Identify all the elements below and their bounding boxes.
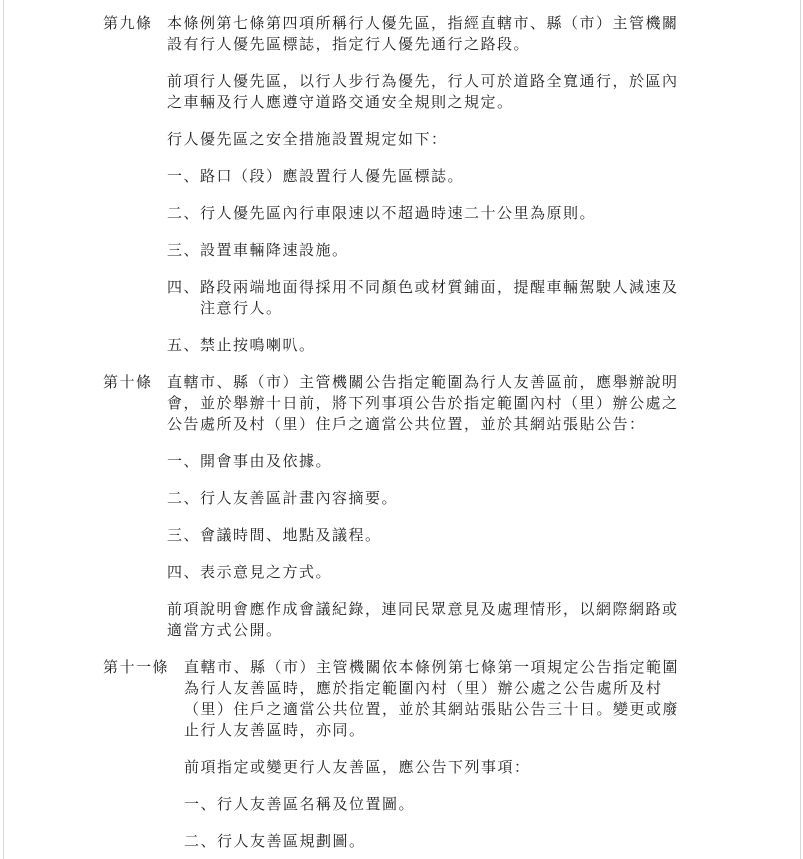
article-10-p1-line3: 公告處所及村（里）住戶之適當公共位置，並於其網站張貼公告： — [167, 415, 646, 433]
article-9-p2-line1: 前項行人優先區，以行人步行為優先，行人可於道路全寬通行，於區內 — [167, 72, 679, 90]
article-9-item-3: 三、設置車輛降速設施。 — [167, 241, 349, 259]
article-9-label: 第九條 — [103, 14, 153, 32]
article-10-p2-line1: 前項說明會應作成會議紀錄，連同民眾意見及處理情形，以網際網路或 — [167, 600, 679, 618]
article-9-p1-line2: 設有行人優先區標誌，指定行人優先通行之路段。 — [167, 35, 531, 53]
document-page — [3, 0, 801, 859]
article-10-item-4: 四、表示意見之方式。 — [167, 563, 333, 581]
article-11-p1-line2: 為行人友善區時，應於指定範圍內村（里）辦公處之公告處所及村 — [184, 679, 663, 697]
article-10-p1-line2: 會，並於舉辦十日前，將下列事項公告於指定範圍內村（里）辦公處之 — [167, 394, 679, 412]
article-9-item-4-line2: 注意行人。 — [167, 299, 283, 317]
article-10-p2-line2: 適當方式公開。 — [167, 621, 283, 639]
article-11-item-1: 一、行人友善區名稱及位置圖。 — [184, 795, 416, 813]
article-11-p1-line1: 直轄市、縣（市）主管機關依本條例第七條第一項規定公告指定範圍 — [184, 658, 680, 676]
article-10-p1-line1: 直轄市、縣（市）主管機關公告指定範圍為行人友善區前，應舉辦說明 — [167, 373, 679, 391]
article-11-p1-line4: 止行人友善區時，亦同。 — [184, 721, 366, 739]
article-9-p1-line1: 本條例第七條第四項所稱行人優先區，指經直轄市、縣（市）主管機關 — [167, 14, 679, 32]
article-10-item-2: 二、行人友善區計畫內容摘要。 — [167, 489, 399, 507]
article-11-label: 第十一條 — [103, 658, 170, 676]
article-9-p2-line2: 之車輛及行人應遵守道路交通安全規則之規定。 — [167, 93, 514, 111]
article-10-item-3: 三、會議時間、地點及議程。 — [167, 526, 382, 544]
article-9-p3: 行人優先區之安全措施設置規定如下： — [167, 130, 448, 148]
article-9-item-1: 一、路口（段）應設置行人優先區標誌。 — [167, 167, 465, 185]
article-9-item-2: 二、行人優先區內行車限速以不超過時速二十公里為原則。 — [167, 204, 597, 222]
article-9-item-4-line1: 四、路段兩端地面得採用不同顏色或材質鋪面，提醒車輛駕駛人減速及 — [167, 278, 679, 296]
article-11-item-2: 二、行人友善區規劃圖。 — [184, 832, 366, 850]
article-11-p2: 前項指定或變更行人友善區，應公告下列事項： — [184, 758, 531, 776]
article-10-label: 第十條 — [103, 373, 153, 391]
article-9-item-5: 五、禁止按鳴喇叭。 — [167, 336, 316, 354]
article-10-item-1: 一、開會事由及依據。 — [167, 452, 333, 470]
article-11-p1-line3: （里）住戶之適當公共位置，並於其網站張貼公告三十日。變更或廢 — [184, 700, 680, 718]
